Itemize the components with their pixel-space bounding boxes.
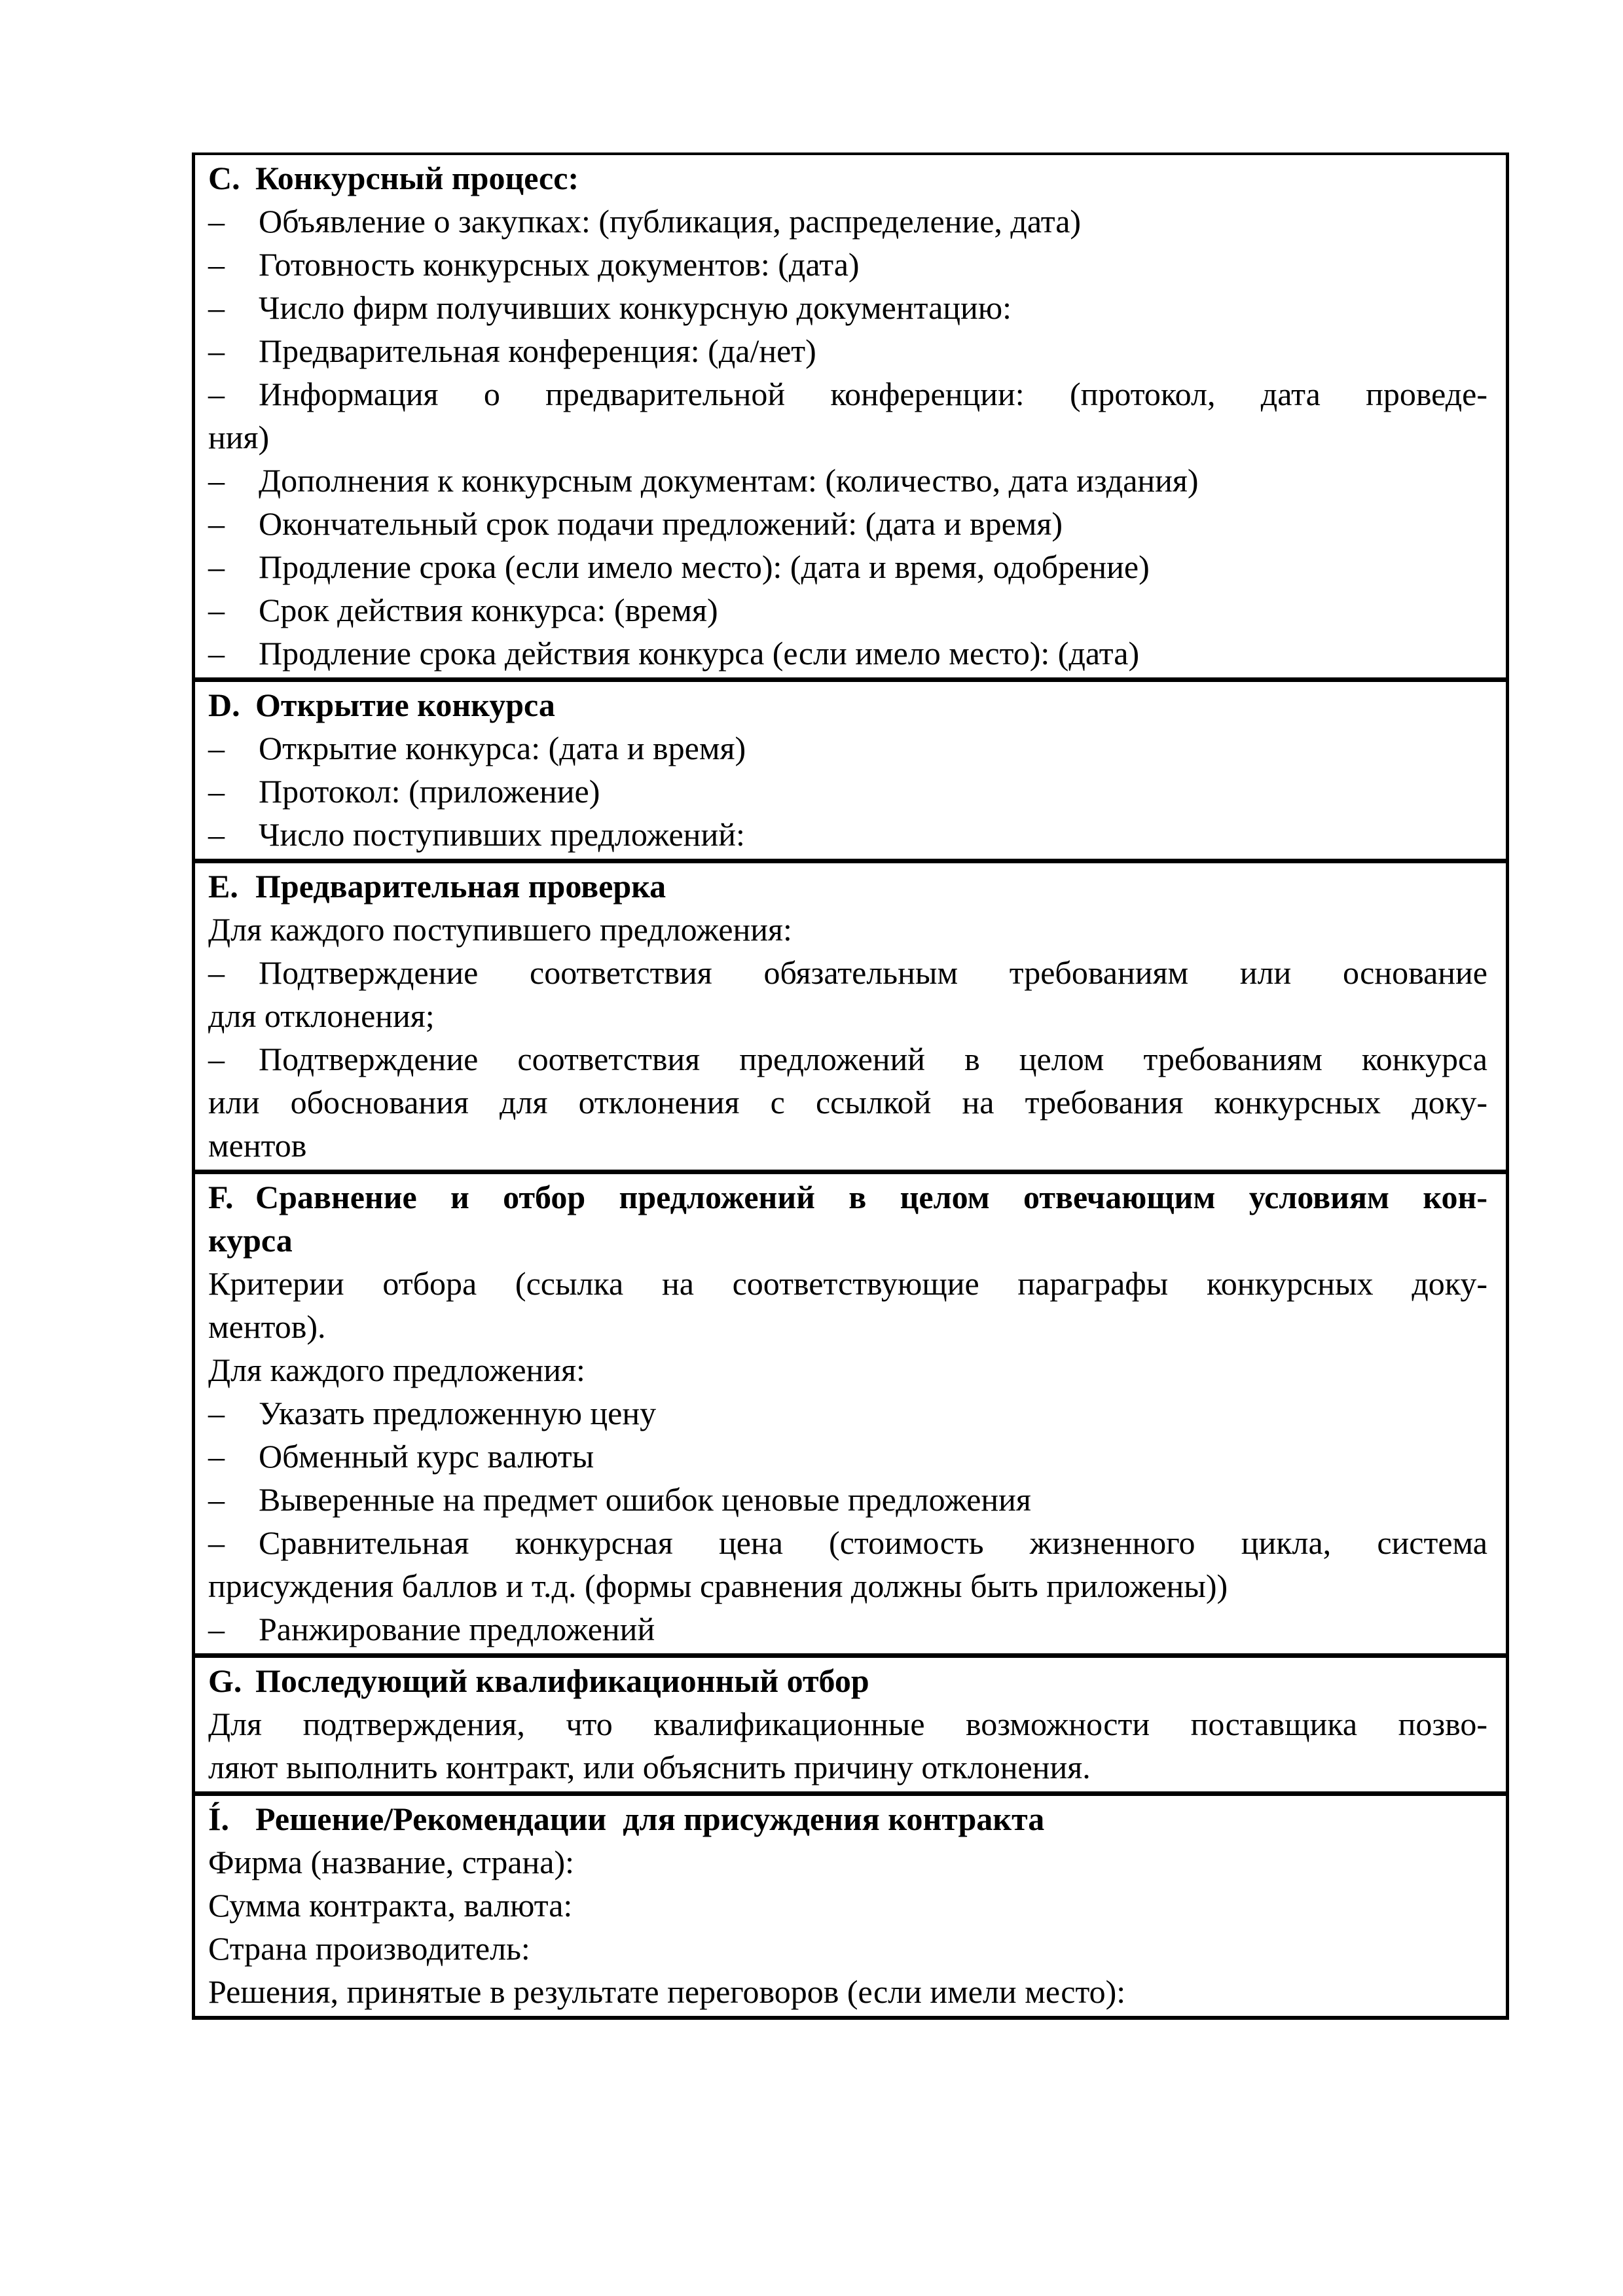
bullet-dash-icon: –	[208, 1611, 225, 1647]
procurement-checklist-table	[192, 152, 1509, 2020]
bullet-dash-icon: –	[208, 730, 225, 766]
line-text: курса	[208, 1222, 293, 1259]
line-text: Дополнения к конкурсным документам: (количество, дата издания)	[259, 462, 1199, 499]
section-E	[195, 859, 1506, 1170]
line-text: Число фирм получивших конкурсную документацию:	[259, 289, 1012, 326]
bullet-dash-icon: –	[208, 635, 225, 672]
section-header	[208, 1175, 1487, 1219]
checklist-item	[208, 726, 1487, 770]
section-letter: D.	[208, 687, 240, 723]
line-text: Информация о предварительной конференции: (протокол, дата проведе-	[259, 376, 1487, 412]
bullet-dash-icon: –	[208, 816, 225, 853]
wrapped-line	[208, 994, 1487, 1037]
paragraph-line	[208, 1840, 1487, 1884]
line-text: Последующий квалификационный отбор	[255, 1662, 869, 1699]
paragraph-line	[208, 1348, 1487, 1391]
checklist-item	[208, 1478, 1487, 1521]
section-letter: G.	[208, 1662, 242, 1699]
section-letter: F.	[208, 1179, 234, 1215]
paragraph-line	[208, 1702, 1487, 1746]
bullet-dash-icon: –	[208, 1395, 225, 1431]
checklist-item	[208, 372, 1487, 416]
section-G	[195, 1653, 1506, 1791]
line-text: Открытие конкурса	[255, 687, 555, 723]
bullet-dash-icon: –	[208, 1438, 225, 1475]
section-header	[208, 865, 1487, 908]
wrapped-line	[208, 1746, 1487, 1789]
bullet-dash-icon: –	[208, 773, 225, 810]
line-text: Указать предложенную цену	[259, 1395, 657, 1431]
checklist-item	[208, 770, 1487, 813]
wrapped-line	[208, 416, 1487, 459]
section-header	[208, 683, 1487, 726]
paragraph-line	[208, 1884, 1487, 1927]
line-text: Продление срока действия конкурса (если имело место): (дата)	[259, 635, 1140, 672]
line-text: ментов).	[208, 1308, 326, 1345]
section-D	[195, 677, 1506, 859]
line-text: Продление срока (если имело место): (дата и время, одобрение)	[259, 548, 1150, 585]
checklist-item	[208, 243, 1487, 286]
line-text: Предварительная конференция: (да/нет)	[259, 332, 816, 369]
line-text: или обоснования для отклонения с ссылкой на требования конкурсных доку-	[208, 1084, 1487, 1121]
line-text: Критерии отбора (ссылка на соответствующие параграфы конкурсных доку-	[208, 1265, 1487, 1302]
checklist-item	[208, 200, 1487, 243]
line-text: для отклонения;	[208, 997, 435, 1034]
paragraph-line	[208, 908, 1487, 951]
checklist-item	[208, 502, 1487, 545]
wrapped-line	[208, 1081, 1487, 1124]
section-C	[195, 155, 1506, 677]
checklist-item	[208, 286, 1487, 329]
checklist-item	[208, 1521, 1487, 1564]
line-text: ляют выполнить контракт, или объяснить причину отклонения.	[208, 1749, 1091, 1785]
bullet-dash-icon: –	[208, 1524, 225, 1561]
line-text: Протокол: (приложение)	[259, 773, 600, 810]
line-text: Сравнение и отбор предложений в целом отвечающим условиям кон-	[255, 1179, 1487, 1215]
checklist-item	[208, 951, 1487, 994]
bullet-dash-icon: –	[208, 1041, 225, 1077]
line-text: Предварительная проверка	[255, 868, 666, 905]
line-text: Решения, принятые в результате переговоров (если имели место):	[208, 1973, 1126, 2010]
bullet-dash-icon: –	[208, 376, 225, 412]
section-header-wrap	[208, 1219, 1487, 1262]
bullet-dash-icon: –	[208, 332, 225, 369]
line-text: Ранжирование предложений	[259, 1611, 655, 1647]
line-text: Срок действия конкурса: (время)	[259, 592, 718, 628]
line-text: Готовность конкурсных документов: (дата)	[259, 246, 860, 283]
line-text: Для каждого предложения:	[208, 1352, 585, 1388]
checklist-item	[208, 329, 1487, 372]
line-text: Число поступивших предложений:	[259, 816, 745, 853]
bullet-dash-icon: –	[208, 462, 225, 499]
bullet-dash-icon: –	[208, 548, 225, 585]
section-header	[208, 156, 1487, 200]
section-letter: E.	[208, 868, 238, 905]
bullet-dash-icon: –	[208, 289, 225, 326]
wrapped-line	[208, 1564, 1487, 1607]
line-text: Обменный курс валюты	[259, 1438, 594, 1475]
checklist-item	[208, 1607, 1487, 1651]
line-text: Подтверждение соответствия предложений в целом требованиям конкурса	[259, 1041, 1487, 1077]
line-text: присуждения баллов и т.д. (формы сравнения должны быть приложены))	[208, 1568, 1228, 1604]
line-text: ментов	[208, 1127, 307, 1164]
paragraph-line	[208, 1970, 1487, 2013]
line-text: Подтверждение соответствия обязательным требованиям или основание	[259, 954, 1487, 991]
bullet-dash-icon: –	[208, 954, 225, 991]
wrapped-line	[208, 1305, 1487, 1348]
line-text: Для каждого поступившего предложения:	[208, 911, 792, 948]
line-text: Сумма контракта, валюта:	[208, 1887, 573, 1924]
section-F	[195, 1170, 1506, 1653]
line-text: Сравнительная конкурсная цена (стоимость жизненного цикла, система	[259, 1524, 1487, 1561]
bullet-dash-icon: –	[208, 203, 225, 240]
checklist-item	[208, 1391, 1487, 1435]
section-letter: Í.	[208, 1801, 229, 1837]
section-letter: C.	[208, 160, 240, 196]
paragraph-line	[208, 1927, 1487, 1970]
section-header	[208, 1797, 1487, 1840]
section-I	[195, 1791, 1506, 2016]
section-header	[208, 1659, 1487, 1702]
bullet-dash-icon: –	[208, 246, 225, 283]
line-text: Открытие конкурса: (дата и время)	[259, 730, 746, 766]
line-text: Объявление о закупках: (публикация, распределение, дата)	[259, 203, 1082, 240]
line-text: Решение/Рекомендации для присуждения контракта	[255, 1801, 1045, 1837]
line-text: Окончательный срок подачи предложений: (дата и время)	[259, 505, 1063, 542]
checklist-item	[208, 1435, 1487, 1478]
checklist-item	[208, 813, 1487, 856]
checklist-item	[208, 545, 1487, 588]
line-text: ния)	[208, 419, 270, 456]
line-text: Конкурсный процесс:	[255, 160, 579, 196]
bullet-dash-icon: –	[208, 592, 225, 628]
bullet-dash-icon: –	[208, 1481, 225, 1518]
paragraph-line	[208, 1262, 1487, 1305]
checklist-item	[208, 632, 1487, 675]
checklist-item	[208, 459, 1487, 502]
checklist-item	[208, 1037, 1487, 1081]
line-text: Фирма (название, страна):	[208, 1844, 575, 1880]
line-text: Для подтверждения, что квалификационные возможности поставщика позво-	[208, 1706, 1487, 1742]
line-text: Страна производитель:	[208, 1930, 530, 1967]
checklist-item	[208, 588, 1487, 632]
bullet-dash-icon: –	[208, 505, 225, 542]
wrapped-line	[208, 1124, 1487, 1167]
line-text: Выверенные на предмет ошибок ценовые предложения	[259, 1481, 1031, 1518]
